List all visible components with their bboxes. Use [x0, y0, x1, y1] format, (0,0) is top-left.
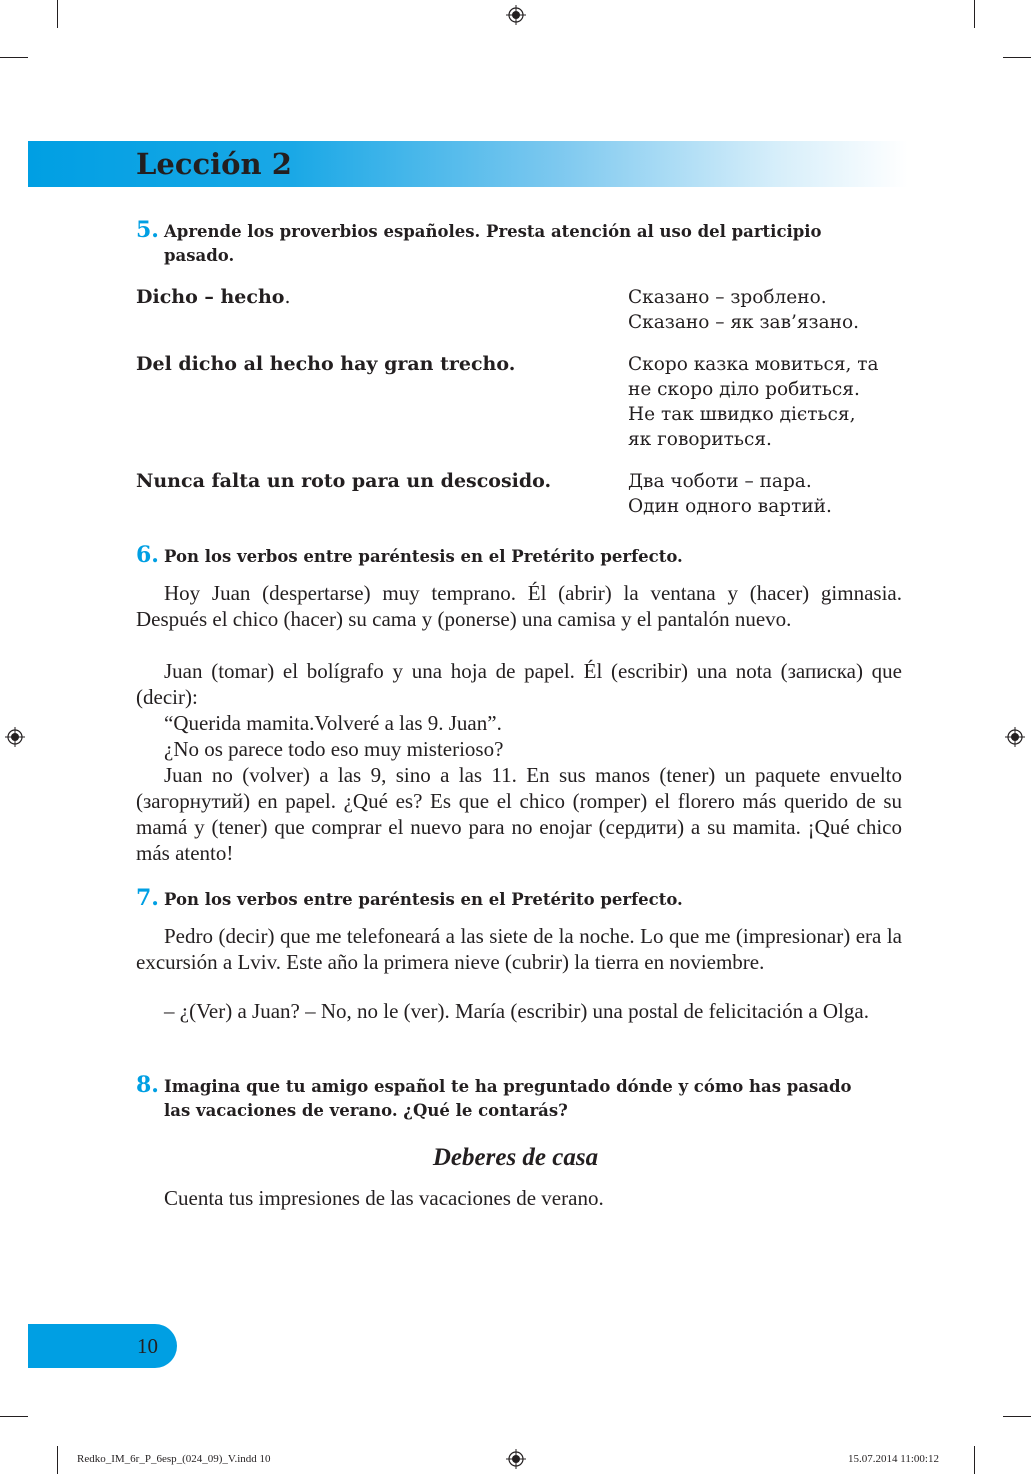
exercise-paragraph: – ¿(Ver) a Juan? – No, no le (ver). María (escribir) una postal de felicitación a Olga. — [164, 999, 869, 1023]
exercise-instruction: Imagina que tu amigo español te ha preguntado dónde y cómo has pasado — [164, 1077, 852, 1096]
exercise-paragraph: Juan (tomar) el bolígrafo y una hoja de papel. Él (escribir) una nota (записка) que (decir): — [136, 659, 902, 709]
exercise-8-heading — [136, 1072, 902, 1123]
registration-mark-icon — [5, 727, 25, 747]
exercise-paragraph: “Querida mamita.Volveré a las 9. Juan”. — [164, 711, 502, 735]
exercise-paragraph: ¿No os parece todo eso muy misterioso? — [164, 737, 504, 761]
crop-mark — [0, 57, 28, 58]
exercise-instruction: pasado. — [164, 246, 235, 265]
exercise-number: 5. — [136, 217, 159, 243]
exercise-paragraph: Pedro (decir) que me telefoneará a las siete de la noche. Lo que me (impresionar) era la excursión a Lviv. Este año la primera nieve (cubrir) la tierra en noviembre. — [136, 924, 902, 974]
crop-mark — [1003, 57, 1031, 58]
exercise-instruction: las vacaciones de verano. ¿Qué le contarás? — [164, 1101, 568, 1120]
crop-mark — [0, 1416, 28, 1417]
exercise-number: 7. — [136, 885, 159, 911]
homework-title: Deberes de casa — [432, 1144, 599, 1171]
proverb-spanish: Del dicho al hecho hay gran trecho. — [136, 353, 516, 375]
exercise-instruction: Pon los verbos entre paréntesis en el Pretérito perfecto. — [164, 890, 683, 909]
proverb-translation: Два чоботи – пара. Один одного вартий. — [628, 471, 832, 517]
slug-datetime: 15.07.2014 11:00:12 — [848, 1453, 939, 1465]
proverb-spanish: Dicho – hecho. — [136, 286, 291, 308]
exercise-instruction: Aprende los proverbios españoles. Presta atención al uso del participio — [164, 222, 822, 241]
exercise-paragraph: Juan no (volver) a las 9, sino a las 11. En sus manos (tener) un paquete envuelto (загорнутий) en papel. ¿Qué es? Es que el chico (romper) el florero más querido de su mamá y (tener) que comprar el nuevo para no enojar (сердити) a su mamita. ¡Qué chico más atento! — [136, 763, 902, 865]
exercise-6-heading — [136, 542, 902, 569]
crop-mark — [57, 1446, 58, 1474]
crop-mark — [974, 1446, 975, 1474]
slug-filename: Redko_IM_6r_P_6esp_(024_09)_V.indd 10 — [77, 1453, 271, 1465]
exercise-instruction: Pon los verbos entre paréntesis en el Pretérito perfecto. — [164, 547, 683, 566]
proverb-translation: Сказано – зроблено. Сказано – як зав’язано. — [628, 287, 860, 333]
registration-mark-icon — [506, 5, 526, 25]
crop-mark — [974, 0, 975, 28]
lesson-title: Lección 2 — [136, 147, 292, 181]
exercise-7-heading — [136, 885, 902, 912]
crop-mark — [1003, 1416, 1031, 1417]
crop-mark — [57, 0, 58, 28]
exercise-paragraph: Hoy Juan (despertarse) muy temprano. Él (abrir) la ventana y (hacer) gimnasia. Después el chico (hacer) su cama y (ponerse) una camisa y el pantalón nuevo. — [136, 581, 902, 631]
exercise-5-heading — [136, 217, 902, 268]
homework-text: Cuenta tus impresiones de las vacaciones de verano. — [164, 1186, 604, 1210]
registration-mark-icon — [1005, 727, 1025, 747]
exercise-number: 6. — [136, 542, 159, 568]
proverb-spanish: Nunca falta un roto para un descosido. — [136, 470, 552, 492]
proverb-translation: Скоро казка мовиться, та не скоро діло робиться. Не так швидко діється, як говориться. — [628, 354, 879, 450]
page-number: 10 — [137, 1334, 158, 1358]
exercise-number: 8. — [136, 1072, 159, 1098]
registration-mark-icon — [506, 1449, 526, 1469]
